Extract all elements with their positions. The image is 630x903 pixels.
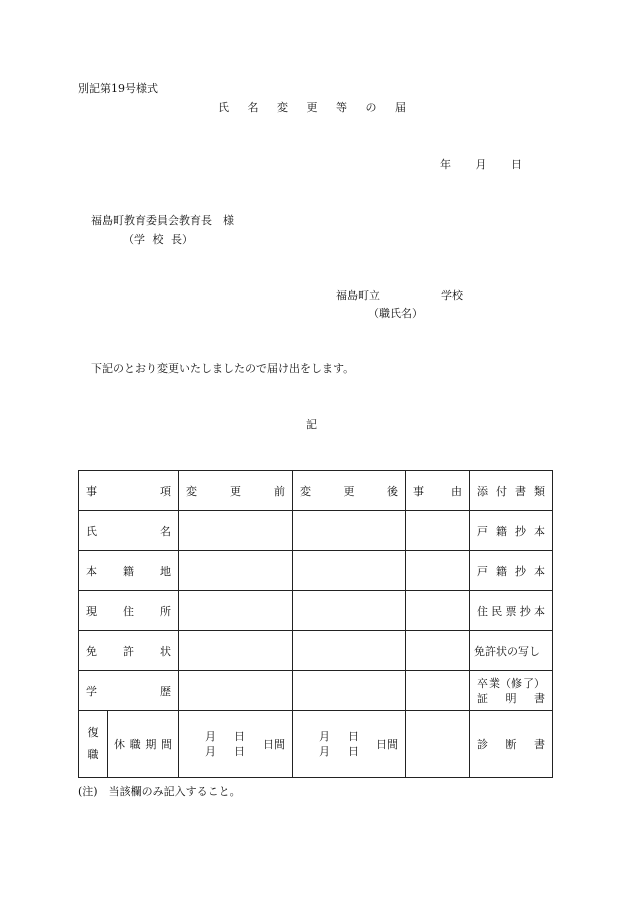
attach-char: 証: [477, 691, 488, 705]
item-char: 休: [114, 738, 125, 751]
group-char: 職: [87, 748, 99, 761]
header-item: [79, 471, 179, 511]
body-text: 下記のとおり変更いたしましたので届け出をします。: [91, 362, 355, 375]
days-label: 日間: [376, 738, 398, 751]
header-char: 更: [230, 484, 241, 498]
form-number: 別記第19号様式: [78, 82, 158, 95]
table-header-row: [79, 471, 553, 511]
reason-cell[interactable]: [406, 511, 470, 551]
attach-char: 籍: [496, 524, 507, 538]
header-char: 変: [186, 484, 197, 498]
header-char: 変: [300, 484, 311, 498]
ki-label: 記: [306, 418, 317, 431]
header-char: 更: [343, 484, 355, 498]
attach-char: 籍: [496, 564, 507, 578]
header-char: 付: [496, 484, 507, 498]
principal-char: 校: [152, 233, 164, 246]
date-line: [440, 156, 522, 172]
table-row: [79, 551, 553, 591]
attach-char: 票: [505, 604, 517, 618]
item-char: 本: [86, 564, 97, 578]
form-title: [218, 99, 406, 115]
days-label: 日間: [263, 738, 285, 751]
before-cell[interactable]: [179, 551, 293, 591]
before-cell[interactable]: [179, 511, 293, 551]
attach-char: 抄: [515, 524, 526, 538]
header-char: 添: [477, 484, 488, 498]
date-day-label: 日: [511, 158, 522, 171]
before-cell[interactable]: [179, 631, 293, 671]
item-char: 職: [129, 738, 141, 751]
item-char: 現: [86, 604, 97, 618]
row-item-address: [79, 591, 179, 631]
attach-char: 診: [477, 738, 488, 751]
reason-cell[interactable]: [406, 551, 470, 591]
before-cell[interactable]: [179, 671, 293, 711]
month-label: 月: [205, 730, 216, 743]
after-cell[interactable]: [293, 671, 406, 711]
header-attachments: [470, 471, 553, 511]
item-char: 住: [123, 604, 134, 618]
item-char: 所: [160, 604, 171, 618]
title-char: 名: [247, 101, 259, 114]
reason-cell[interactable]: [406, 631, 470, 671]
item-char: 籍: [123, 564, 134, 578]
item-char: 学: [86, 684, 97, 698]
attach-char: 業（修: [489, 676, 522, 690]
header-reason: [406, 471, 470, 511]
attach-char: 抄: [519, 604, 531, 618]
attachment-cell: [470, 671, 553, 711]
header-char: 項: [160, 484, 171, 498]
after-cell[interactable]: [293, 551, 406, 591]
after-cell[interactable]: [293, 511, 406, 551]
attachment-cell: [470, 591, 553, 631]
before-cell[interactable]: [179, 591, 293, 631]
principal-char: 長）: [171, 233, 193, 246]
header-char: 由: [451, 484, 462, 498]
title-char: 等: [336, 101, 347, 114]
item-char: 地: [160, 564, 171, 578]
item-char: 歴: [160, 684, 171, 698]
table-row: [79, 671, 553, 711]
header-char: 後: [387, 484, 398, 498]
date-month-label: 月: [475, 158, 487, 171]
header-after: [293, 471, 406, 511]
attach-char: 断: [505, 738, 517, 751]
title-char: 届: [395, 101, 406, 114]
month-label: 月: [319, 730, 330, 743]
attach-char: 本: [534, 604, 545, 618]
group-char: 復: [87, 726, 99, 739]
attach-char: 住: [477, 604, 488, 618]
attach-char: 卒: [477, 676, 488, 690]
item-char: 許: [123, 644, 134, 658]
title-char: の: [365, 101, 377, 114]
month-label: 月: [319, 745, 330, 758]
sender-name-label: （職氏名）: [368, 307, 423, 320]
reason-cell[interactable]: [406, 671, 470, 711]
attach-char: 民: [491, 604, 503, 618]
row-item-leave-period: [108, 711, 179, 778]
attachment-cell: [470, 711, 553, 778]
table-row: [79, 591, 553, 631]
footnote: (注) 当該欄のみ記入すること。: [78, 785, 241, 798]
before-period-cell[interactable]: [179, 711, 293, 778]
attach-char: 本: [534, 524, 545, 538]
header-char: 類: [534, 484, 545, 498]
table-row: [79, 631, 553, 671]
title-char: 更: [306, 101, 318, 114]
attach-char: 戸: [477, 564, 488, 578]
header-char: 事: [413, 484, 424, 498]
attach-char: 戸: [477, 524, 488, 538]
header-char: 前: [274, 484, 285, 498]
item-char: 間: [160, 738, 172, 751]
attachment-cell: [470, 631, 553, 671]
attach-char: 本: [534, 564, 545, 578]
row-item-license: [79, 631, 179, 671]
month-label: 月: [205, 745, 216, 758]
principal-char: （学: [123, 233, 145, 246]
attachment-cell: [470, 511, 553, 551]
day-label: 日: [348, 730, 359, 743]
reason-cell[interactable]: [406, 711, 470, 778]
header-before: [179, 471, 293, 511]
date-year-label: 年: [440, 158, 451, 171]
table-row: [79, 511, 553, 551]
item-char: 名: [160, 524, 171, 538]
table-row-reinstatement: [79, 711, 553, 778]
row-item-domicile: [79, 551, 179, 591]
attach-char: 明: [505, 691, 517, 705]
attach-char: 書: [534, 691, 545, 705]
school-prefix: 福島町立: [336, 289, 380, 302]
title-char: 氏: [218, 101, 229, 114]
attach-char: 書: [534, 738, 545, 751]
group-reinstatement: [79, 711, 108, 778]
addressee-line: 福島町教育委員会教育長 様: [91, 214, 234, 227]
item-char: 状: [160, 644, 171, 658]
attachment-cell: [470, 551, 553, 591]
day-label: 日: [348, 745, 359, 758]
reason-cell[interactable]: [406, 591, 470, 631]
row-item-name: [79, 511, 179, 551]
header-char: 書: [515, 484, 526, 498]
header-char: 事: [86, 484, 97, 498]
school-suffix: 学校: [441, 289, 463, 302]
change-table: [78, 470, 553, 778]
title-char: 変: [277, 101, 288, 114]
attach-text: 免許状の写し: [474, 644, 540, 658]
row-item-education: [79, 671, 179, 711]
attach-char: 了）: [523, 676, 545, 690]
item-char: 氏: [86, 524, 97, 538]
item-char: 免: [86, 644, 97, 658]
day-label: 日: [234, 730, 245, 743]
after-cell[interactable]: [293, 591, 406, 631]
day-label: 日: [234, 745, 245, 758]
attach-char: 抄: [515, 564, 526, 578]
addressee-school-principal: [123, 231, 193, 247]
item-char: 期: [145, 738, 157, 751]
after-cell[interactable]: [293, 631, 406, 671]
after-period-cell[interactable]: [293, 711, 406, 778]
